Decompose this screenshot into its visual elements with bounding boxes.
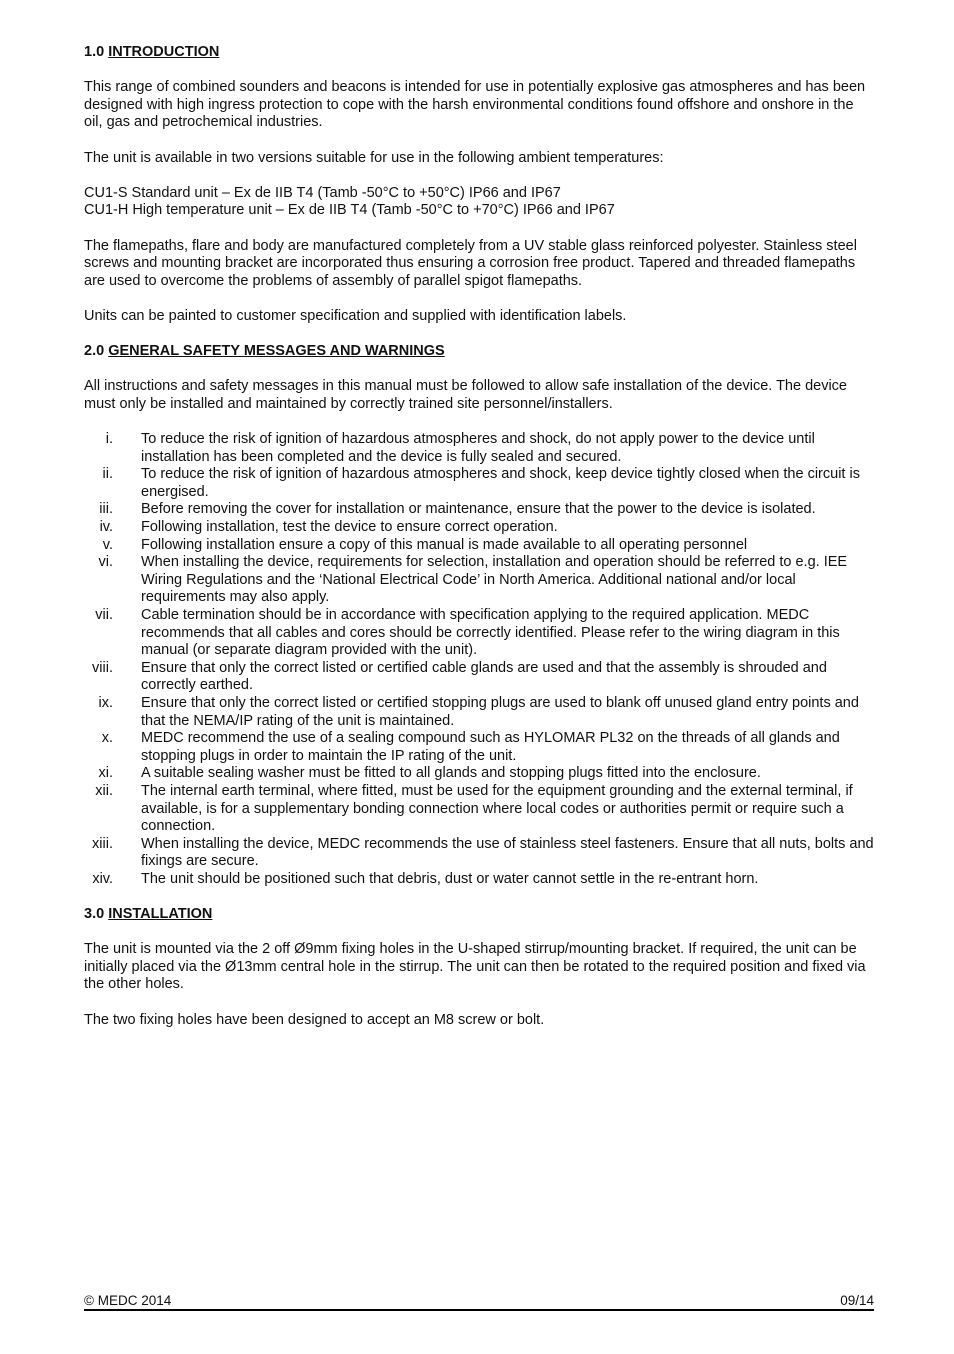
list-item [84,607,874,660]
list-item-text: Cable termination should be in accordance with specification applying to the required application. MEDC recommends that all cables and cores should be correctly identified. Please refer to the wiring diagram in this manual (or separate diagram provided with the unit). [141,607,840,659]
section-title: INTRODUCTION [108,44,220,60]
list-item [84,765,874,783]
list-item-text: When installing the device, MEDC recommends the use of stainless steel fasteners. Ensure that all nuts, bolts and fixings are secure. [141,835,874,870]
list-item-number: xi. [98,765,113,782]
list-item-number: vi. [98,554,113,571]
list-item [84,836,874,871]
list-item-text: Ensure that only the correct listed or certified stopping plugs are used to blank off unused gland entry points and that the NEMA/IP rating of the unit is maintained. [141,694,859,729]
list-item [84,871,874,889]
temperature-versions [84,185,874,220]
intro-paragraph-3: The flamepaths, flare and body are manufactured completely from a UV stable glass reinforced polyester. Stainless steel screws and mounting bracket are incorporated thus ensuring a corrosion free product. Tapered and threaded flamepaths are used to overcome the problems of assembly of parallel spigot flamepaths. [84,237,857,289]
section-heading-installation [84,906,874,924]
list-item-number: iv. [99,519,113,536]
list-item [84,466,874,501]
list-item-text: Following installation, test the device to ensure correct operation. [141,519,558,536]
intro-paragraph-4: Units can be painted to customer specification and supplied with identification labels. [84,307,627,324]
list-item-number: ii. [102,466,113,483]
list-item [84,537,874,555]
section-number: 1.0 [84,44,105,60]
footer-date: 09/14 [840,1293,874,1308]
list-item-text: The unit should be positioned such that debris, dust or water cannot settle in the re-entrant horn. [141,870,759,887]
installation-paragraph-2: The two fixing holes have been designed to accept an M8 screw or bolt. [84,1011,545,1028]
section-number: 3.0 [84,906,105,923]
safety-intro-paragraph: All instructions and safety messages in this manual must be followed to allow safe installation of the device. The device must only be installed and maintained by correctly trained site personnel/installers. [84,378,847,412]
list-item [84,783,874,836]
list-item-number: iii. [99,501,113,518]
footer-copyright: © MEDC 2014 [84,1293,172,1308]
section-title: INSTALLATION [108,906,213,923]
list-item [84,660,874,695]
section-heading-safety [84,343,874,361]
list-item [84,519,874,537]
list-item-number: ix. [98,694,113,711]
intro-paragraph-1: This range of combined sounders and beacons is intended for use in potentially explosive gas atmospheres and has been designed with high ingress protection to cope with the harsh environmental conditions found offshore and onshore in the oil, gas and petrochemical industries. [84,79,866,131]
list-item [84,431,874,466]
list-item [84,730,874,765]
list-item-text: The internal earth terminal, where fitted, must be used for the equipment grounding and the external terminal, if available, is for a supplementary bonding connection where local codes or authorities permit or require such a connection. [141,782,853,835]
list-item-text: When installing the device, requirements for selection, installation and operation should be referred to e.g. IEE Wiring Regulations and the ‘National Electrical Code’ in North America. Additional national and/or local requirements may also apply. [141,554,848,606]
list-item-number: xii. [95,782,113,799]
list-item [84,695,874,730]
list-item-text: To reduce the risk of ignition of hazardous atmospheres and shock, keep device tightly closed when the circuit is energised. [141,466,860,500]
list-item-number: xiv. [92,870,113,887]
section-title: GENERAL SAFETY MESSAGES AND WARNINGS [108,343,445,360]
document-page [84,44,874,1047]
list-item-text: MEDC recommend the use of a sealing compound such as HYLOMAR PL32 on the threads of all glands and stopping plugs in order to maintain the IP rating of the unit. [141,730,840,764]
list-item-number: vii. [95,607,113,623]
list-item-number: viii. [92,659,113,676]
list-item-text: A suitable sealing washer must be fitted to all glands and stopping plugs fitted into the enclosure. [141,765,761,782]
safety-list [84,431,874,888]
list-item-number: xiii. [92,835,113,852]
list-item-text: Following installation ensure a copy of this manual is made available to all operating personnel [141,536,748,553]
list-item-number: x. [101,730,113,747]
page-footer [84,1293,874,1311]
section-number: 2.0 [84,343,105,360]
section-heading-introduction [84,44,874,62]
installation-paragraph-1: The unit is mounted via the 2 off Ø9mm fixing holes in the U-shaped stirrup/mounting bracket. If required, the unit can be initially placed via the Ø13mm central hole in the stirrup. The unit can then be rotated to the required position and fixed via the other holes. [84,941,866,993]
list-item-text: To reduce the risk of ignition of hazardous atmospheres and shock, do not apply power to the device until installation has been completed and the device is fully sealed and secured. [141,431,815,465]
temp-version-standard: CU1-S Standard unit – Ex de IIB T4 (Tamb -50°C to +50°C) IP66 and IP67 [84,184,561,201]
list-item [84,501,874,519]
list-item-number: i. [105,431,113,448]
list-item-text: Ensure that only the correct listed or certified cable glands are used and that the assembly is shrouded and correctly earthed. [141,659,827,694]
list-item-number: v. [102,536,113,553]
intro-paragraph-2: The unit is available in two versions suitable for use in the following ambient temperatures: [84,149,664,166]
list-item-text: Before removing the cover for installation or maintenance, ensure that the power to the device is isolated. [141,501,816,518]
temp-version-high: CU1-H High temperature unit – Ex de IIB T4 (Tamb -50°C to +70°C) IP66 and IP67 [84,202,615,219]
list-item [84,554,874,607]
